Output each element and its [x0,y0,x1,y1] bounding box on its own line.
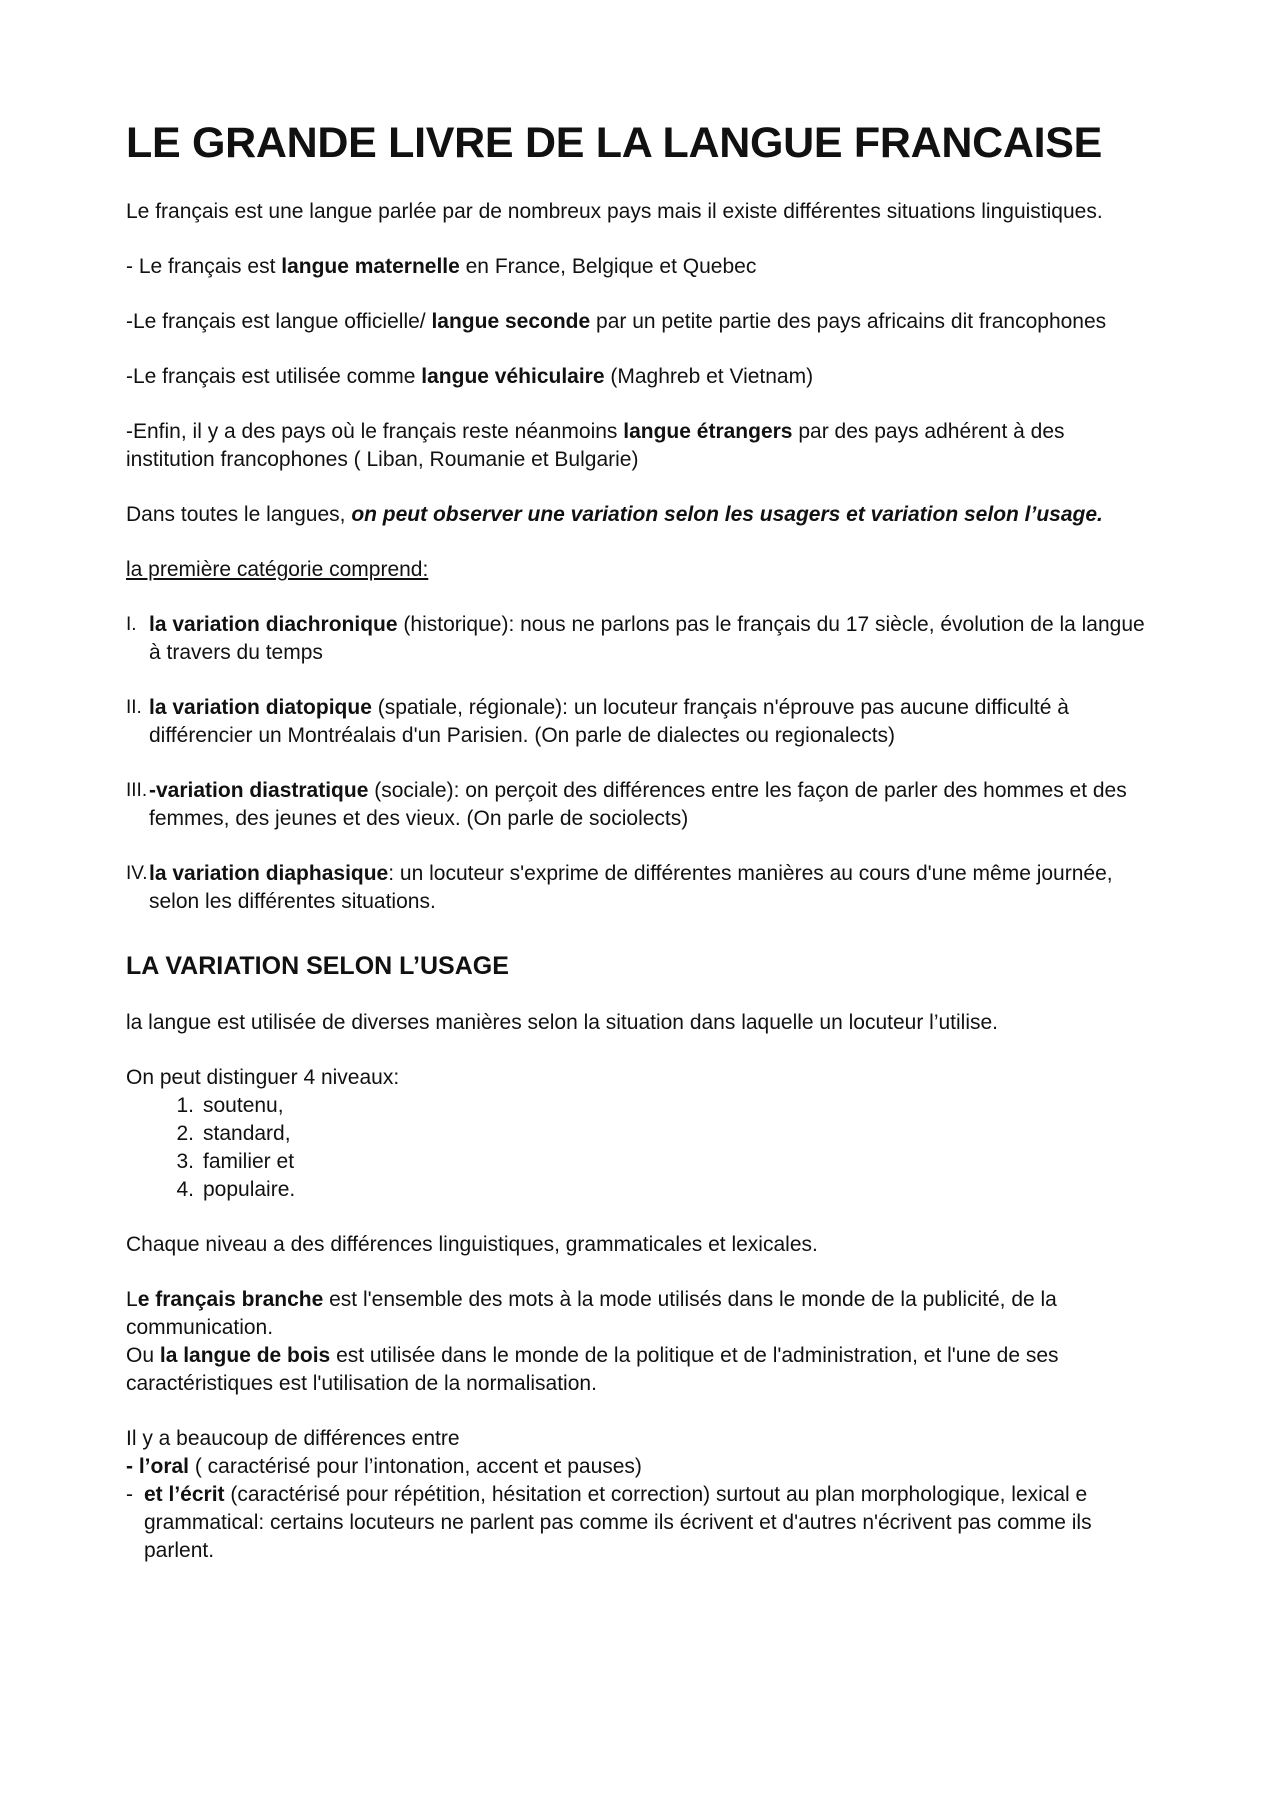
branche-paragraph: Le français branche est l'ensemble des mots à la mode utilisés dans le monde de la publicité, de la communication. [126,1288,1057,1340]
list-item: 3. familier et [176,1150,295,1174]
levels-differences-paragraph: Chaque niveau a des différences linguistiques, grammaticales et lexicales. [126,1233,818,1257]
usage-paragraph: la langue est utilisée de diverses manières selon la situation dans laquelle un locuteur l’utilise. [126,1011,999,1035]
list-item: 2. standard, [176,1122,291,1146]
levels-list [126,1064,1154,1204]
roman-item-diaphasique: IV. la variation diaphasique: un locuteur s'exprime de différentes manières au cours d'une même journée, selon les différentes situations. [126,862,1113,914]
intro-paragraph: Le français est une langue parlée par de nombreux pays mais il existe différentes situations linguistiques. [126,200,1103,224]
list-item: 4. populaire. [176,1178,296,1202]
variation-paragraph: Dans toutes le langues, on peut observer une variation selon les usagers et variation selon l’usage. [126,503,1103,527]
branche-bois-block [126,1286,1154,1398]
roman-item-diachronique: I. la variation diachronique (historique): nous ne parlons pas le français du 17 siècle, évolution de la langue à travers du temps [126,613,1145,665]
status-item-seconde: -Le français est langue officielle/ langue seconde par un petite partie des pays africains dit francophones [126,310,1107,334]
status-item-vehiculaire: -Le français est utilisée comme langue véhiculaire (Maghreb et Vietnam) [126,365,814,389]
document-title: LE GRANDE LIVRE DE LA LANGUE FRANCAISE [126,119,1103,167]
ecrit-item: - et l’écrit (caractérisé pour répétition, hésitation et correction) surtout au plan morphologique, lexical e grammatical: certains locuteurs ne parlent pas comme ils écrivent et d'autres n'écrivent pas comme ils parlent. [126,1483,1092,1563]
list-item: 1. soutenu, [176,1094,284,1118]
roman-item-diatopique: II. la variation diatopique (spatiale, régionale): un locuteur français n'éprouve pas aucune difficulté à différencier un Montréalais d'un Parisien. (On parle de dialectes ou regionalects) [126,696,1069,748]
differences-intro: Il y a beaucoup de différences entre [126,1427,460,1451]
status-item-maternelle: - Le français est langue maternelle en France, Belgique et Quebec [126,255,757,279]
oral-ecrit-block [126,1425,1154,1565]
levels-intro: On peut distinguer 4 niveaux: [126,1066,400,1090]
status-item-etrangers: -Enfin, il y a des pays où le français reste néanmoins langue étrangers par des pays adhérent à des institution francophones ( Liban, Roumanie et Bulgarie) [126,420,1065,472]
category-label: la première catégorie comprend: [126,558,429,582]
oral-item: - l’oral ( caractérisé pour l’intonation, accent et pauses) [126,1455,642,1479]
roman-item-diastratique: III. -variation diastratique (sociale): on perçoit des différences entre les façon de parler des hommes et des femmes, des jeunes et des vieux. (On parle de sociolects) [126,779,1127,831]
section-heading-usage: LA VARIATION SELON L’USAGE [126,952,509,981]
bois-paragraph: Ou la langue de bois est utilisée dans le monde de la politique et de l'administration, et l'une de ses caractéristiques est l'utilisation de la normalisation. [126,1344,1059,1396]
